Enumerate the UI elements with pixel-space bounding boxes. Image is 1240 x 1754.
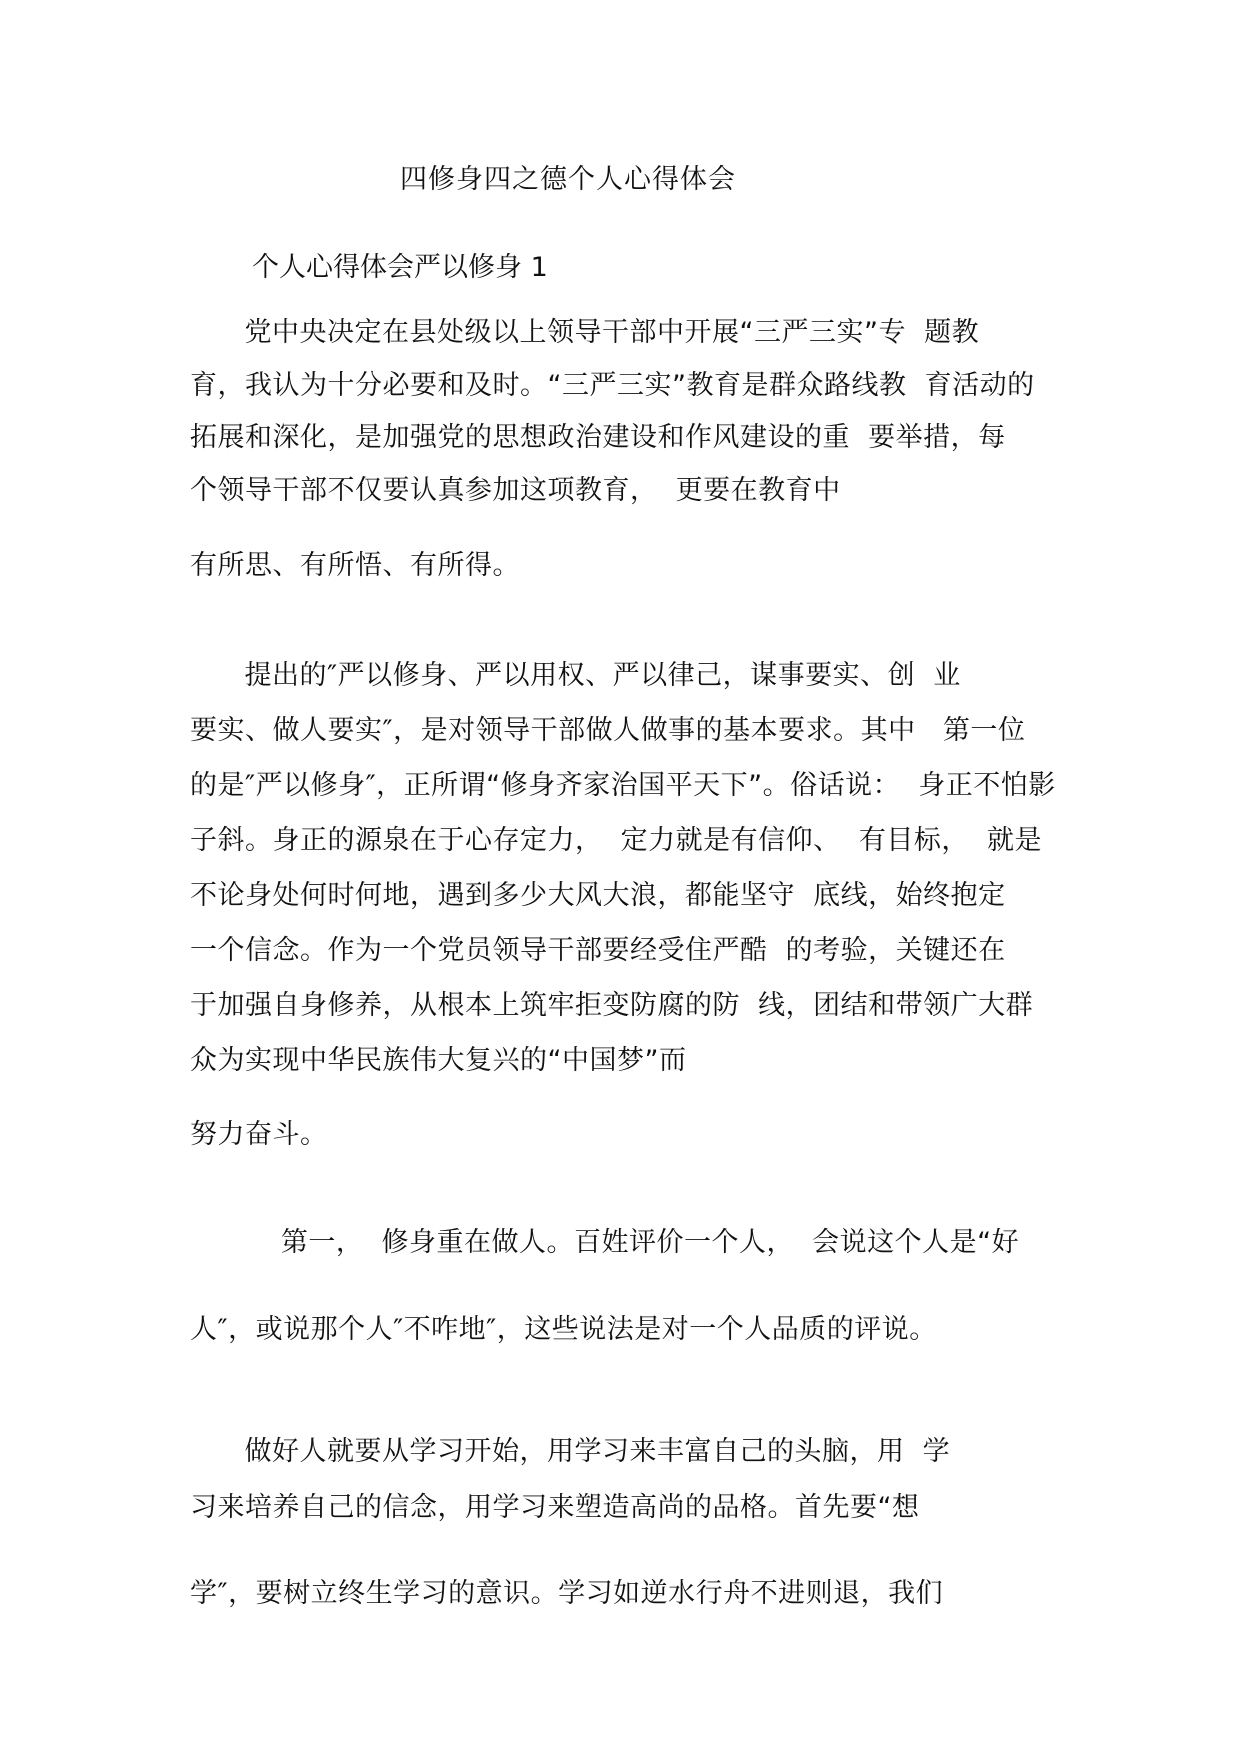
paragraph-line: 要实、做人要实″，是对领导干部做人做事的基本要求。其中 第一位: [190, 715, 1026, 746]
paragraph-line: 学″，要树立终生学习的意识。学习如逆水行舟不进则退，我们: [190, 1578, 944, 1609]
paragraph-line: 子斜。身正的源泉在于心存定力， 定力就是有信仰、 有目标， 就是: [190, 825, 1042, 856]
paragraph-line: 不论身处何时何地，遇到多少大风大浪，都能坚守 底线，始终抱定: [190, 880, 1006, 911]
document-title: 四修身四之德个人心得体会: [400, 164, 736, 195]
paragraph-line: 个领导干部不仅要认真参加这项教育， 更要在教育中: [190, 475, 841, 506]
paragraph-line: 习来培养自己的信念，用学习来塑造高尚的品格。首先要“想: [190, 1492, 920, 1523]
paragraph-line: 育，我认为十分必要和及时。“三严三实”教育是群众路线教 育活动的: [190, 370, 1035, 401]
paragraph-line: 做好人就要从学习开始，用学习来丰富自己的头脑，用 学: [190, 1436, 951, 1467]
section-heading: 个人心得体会严以修身 1: [252, 252, 548, 283]
paragraph-line: 众为实现中华民族伟大复兴的“中国梦”而: [190, 1045, 687, 1076]
paragraph-line: 有所思、有所悟、有所得。: [190, 550, 520, 581]
paragraph-line: 人″，或说那个人″不咋地″，这些说法是对一个人品质的评说。: [190, 1314, 937, 1345]
paragraph-line: 提出的″严以修身、严以用权、严以律己，谋事要实、创 业: [190, 660, 961, 691]
paragraph-line: 一个信念。作为一个党员领导干部要经受住严酷 的考验，关键还在: [190, 935, 1006, 966]
paragraph-line: 于加强自身修养，从根本上筑牢拒变防腐的防 线，团结和带领广大群: [190, 990, 1034, 1021]
paragraph-line: 党中央决定在县处级以上领导干部中开展“三严三实”专 题教: [190, 317, 980, 348]
paragraph-line: 努力奋斗。: [190, 1119, 328, 1150]
paragraph-line: 的是″严以修身″，正所谓“修身齐家治国平天下”。俗话说： 身正不怕影: [190, 770, 1056, 801]
paragraph-line: 拓展和深化，是加强党的思想政治建设和作风建设的重 要举措，每: [190, 422, 1006, 453]
paragraph-line: 第一， 修身重在做人。百姓评价一个人， 会说这个人是“好: [190, 1227, 1020, 1258]
